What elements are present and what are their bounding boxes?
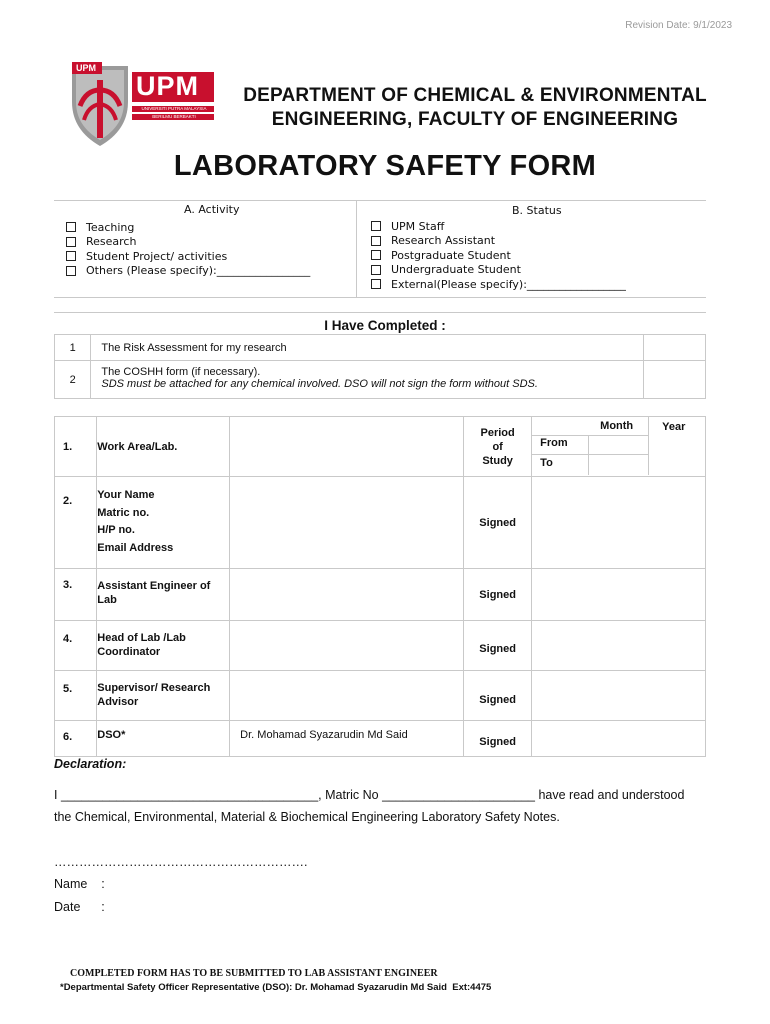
month-header: Month [600,420,634,432]
completed-header: I Have Completed : [324,318,446,333]
status-option-upm-staff[interactable]: UPM Staff [371,219,626,234]
hp-label: H/P no. [97,524,135,536]
signature-field[interactable] [532,569,706,621]
assistant-engineer-field[interactable] [230,569,464,621]
logo-university: UNIVERSITI PUTRA MALAYSIA [141,106,207,111]
logo-name: UPM [136,71,199,101]
completed-row-number: 1 [55,335,91,361]
name-label: Name : [54,877,105,891]
signed-label: Signed [464,569,532,621]
dso-name-value: Dr. Mohamad Syazarudin Md Said [230,721,464,757]
row-label-line: Lab [97,594,117,606]
activity-options [66,220,310,278]
to-label: To [540,457,553,469]
logo-motto: BERILMU BERBAKTI [152,114,196,119]
signature-field[interactable] [532,621,706,671]
completed-row-number: 2 [55,361,91,399]
signed-label: Signed [464,621,532,671]
footer-dso-note: *Departmental Safety Officer Representative (DSO): Dr. Mohamad Syazarudin Md Said Ext:4475 [60,982,492,993]
row-label [97,477,230,569]
status-option-external[interactable]: External(Please specify):__________________ [371,277,626,292]
detail-row-supervisor [55,671,706,721]
status-header: B. Status [512,204,562,217]
status-options [371,219,626,292]
department-line-2: ENGINEERING, FACULTY OF ENGINEERING [271,109,679,130]
signature-dots: ……………………………………………………. [54,855,308,869]
signature-field[interactable] [532,671,706,721]
checkbox[interactable] [66,251,76,261]
work-area-field[interactable] [230,417,464,477]
head-of-lab-field[interactable] [230,621,464,671]
row-number: 6. [55,721,97,757]
completed-row [55,361,706,399]
signed-label: Signed [464,477,532,569]
signed-label: Signed [464,671,532,721]
grid-divider [588,435,589,475]
completed-row-text: The Risk Assessment for my research [91,335,644,361]
year-header: Year [662,421,686,433]
row-label: DSO* [97,721,230,757]
your-details-field[interactable] [230,477,464,569]
checkbox[interactable] [66,266,76,276]
completed-table [54,334,706,399]
revision-date: Revision Date: 9/1/2023 [625,20,732,31]
signature-field[interactable] [532,721,706,757]
activity-header: A. Activity [184,203,240,216]
row-label-line: Supervisor/ Research [97,682,211,694]
detail-row-your-details [55,477,706,569]
detail-row-dso [55,721,706,757]
row-label [97,621,230,671]
footer-submission-note: COMPLETED FORM HAS TO BE SUBMITTED TO LAB ASSISTANT ENGINEER [70,968,438,979]
completed-checkbox-cell[interactable] [644,335,706,361]
activity-option-teaching[interactable]: Teaching [66,220,310,235]
your-name-label: Your Name [97,489,155,501]
declaration-heading: Declaration: [54,757,127,771]
period-of-study-label [464,417,532,477]
date-label: Date : [54,900,105,914]
detail-row-work-area [55,417,706,477]
checkbox[interactable] [371,279,381,289]
activity-option-research[interactable]: Research [66,235,310,250]
row-label: Work Area/Lab. [97,417,230,477]
completed-row [55,335,706,361]
matric-label: Matric no. [97,506,150,519]
period-line: Study [482,454,513,467]
row-number: 1. [55,417,97,477]
activity-status-section [54,200,706,298]
row-label [97,569,230,621]
grid-divider [648,417,649,475]
row-number: 4. [55,621,97,671]
form-title: LABORATORY SAFETY FORM [173,150,597,182]
activity-option-student-project[interactable]: Student Project/ activities [66,249,310,264]
declaration-line-2: the Chemical, Environmental, Material & Biochemical Engineering Laboratory Safety Notes. [54,810,560,824]
supervisor-field[interactable] [230,671,464,721]
completed-checkbox-cell[interactable] [644,361,706,399]
checkbox[interactable] [66,237,76,247]
row-label-line: Assistant Engineer of [97,580,211,592]
checkbox[interactable] [66,222,76,232]
checkbox[interactable] [371,236,381,246]
details-table [54,416,706,757]
checkbox[interactable] [371,250,381,260]
logo-mark: UPM [76,63,96,73]
status-option-undergraduate[interactable]: Undergraduate Student [371,263,626,278]
email-label: Email Address [97,541,174,554]
section-divider [356,201,357,297]
signed-label: Signed [464,721,532,757]
row-label [97,671,230,721]
detail-row-assistant-engineer [55,569,706,621]
checkbox[interactable] [371,265,381,275]
upm-logo [68,60,218,155]
row-label-line: Advisor [97,696,139,708]
row-number: 2. [55,477,97,569]
completed-row-text [91,361,644,399]
period-line: of [492,440,503,453]
period-grid [532,417,706,477]
department-line-1: DEPARTMENT OF CHEMICAL & ENVIRONMENTAL [243,85,707,106]
completed-row-note: SDS must be attached for any chemical involved. DSO will not sign the form without SDS. [101,378,538,390]
row-number: 5. [55,671,97,721]
declaration-line-1: I _____________________________________, Matric No ______________________ have read and understood [54,788,685,802]
row-number: 3. [55,569,97,621]
row-label-line: Coordinator [97,646,161,658]
completed-rule [54,312,706,313]
row-label-line: Head of Lab /Lab [97,632,186,644]
period-line: Period [480,426,515,439]
activity-option-others[interactable]: Others (Please specify):_________________ [66,264,310,279]
checkbox[interactable] [371,221,381,231]
status-option-research-assistant[interactable]: Research Assistant [371,234,626,249]
status-option-postgraduate[interactable]: Postgraduate Student [371,248,626,263]
from-label: From [540,437,568,449]
department-heading [225,84,725,132]
completed-row-line: The COSHH form (if necessary). [101,366,261,378]
signature-field[interactable] [532,477,706,569]
detail-row-head-of-lab [55,621,706,671]
